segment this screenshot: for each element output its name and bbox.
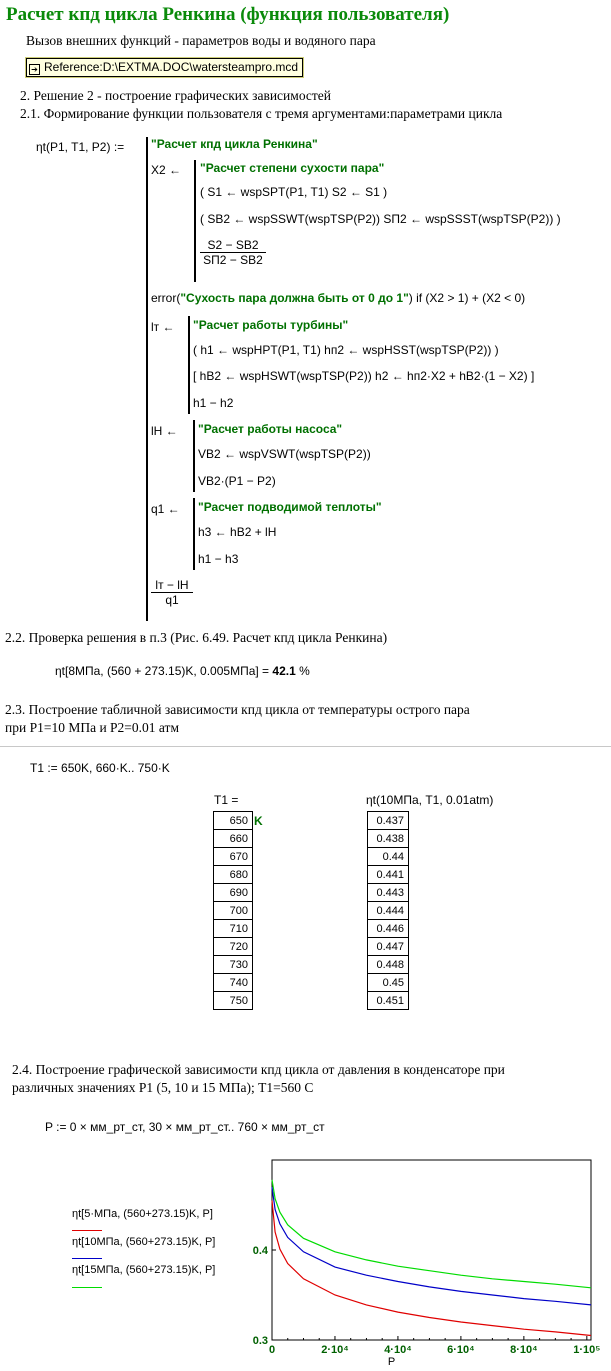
table-eta-header: ηt(10МПа, T1, 0.01atm) [366, 793, 494, 807]
x2-assign: X2 ← [151, 163, 182, 177]
section-2-2: 2.2. Проверка решения в п.3 (Рис. 6.49. Расчет кпд цикла Ренкина) [5, 630, 388, 645]
legend-label-15mpa: ηt[15МПа, (560+273.15)K, P] [72, 1264, 216, 1276]
t1-cell: 750 [214, 992, 253, 1010]
table-row [214, 812, 253, 830]
x-tick-label: 8·10⁴ [510, 1344, 538, 1356]
section-2-3-line-2: при Р1=10 МПа и Р2=0.01 атм [5, 720, 179, 735]
t1-cell: 660 [214, 830, 253, 848]
lh-assign: lH ← [151, 424, 178, 438]
table-row [368, 866, 409, 884]
lt-line-1: ( h1 ← wspHPT(P1, T1) hп2 ← wspHSST(wspTSP(P2)) ) [193, 343, 499, 357]
table-row [368, 830, 409, 848]
x2-line-2: ( SB2 ← wspSSWT(wspTSP(P2)) SП2 ← wspSSST(wspTSP(P2)) ) [200, 212, 561, 226]
program-bar-lt [188, 316, 190, 414]
table-row [368, 920, 409, 938]
reference-link[interactable] [26, 58, 303, 77]
x2-denominator: SП2 − SB2 [200, 252, 266, 267]
eta-cell: 0.438 [368, 830, 409, 848]
check-value: 42.1 [272, 664, 296, 678]
y-tick-label: 0.4 [252, 1245, 268, 1257]
x-tick-label: 2·10⁴ [321, 1344, 349, 1356]
program-bar-lh [193, 420, 195, 492]
lt-assign: lт ← [151, 320, 175, 334]
q1-line-1: h3 ← hB2 + lH [198, 525, 277, 539]
table-row [214, 830, 253, 848]
result-denominator: q1 [151, 592, 193, 607]
eta-cell: 0.441 [368, 866, 409, 884]
region-separator [0, 746, 611, 747]
error-condition: ) if (X2 > 1) + (X2 < 0) [408, 291, 526, 305]
t1-cell: 740 [214, 974, 253, 992]
legend-swatch-15mpa [72, 1287, 102, 1288]
eta-cell: 0.447 [368, 938, 409, 956]
eta-cell: 0.446 [368, 920, 409, 938]
t1-cell: 700 [214, 902, 253, 920]
q1-line-2: h1 − h3 [198, 552, 239, 566]
check-expression[interactable] [55, 664, 310, 678]
eta-cell: 0.44 [368, 848, 409, 866]
t1-cell: 730 [214, 956, 253, 974]
table-row [214, 938, 253, 956]
table-row [214, 920, 253, 938]
section-2: 2. Решение 2 - построение графических зависимостей [20, 88, 332, 103]
error-line [151, 291, 525, 305]
table-row [214, 848, 253, 866]
lh-line-1: VB2 ← wspVSWT(wspTSP(P2)) [198, 447, 371, 461]
table-row [368, 992, 409, 1010]
lh-line-2: VB2·(P1 − P2) [198, 474, 276, 488]
x-tick-label: 1·10⁵ [573, 1344, 600, 1356]
lt-line-2: [ hB2 ← wspHSWT(wspTSP(P2)) h2 ← hп2·X2 + hB2·(1 − X2) ] [193, 369, 535, 383]
t1-cell: 650 [214, 812, 253, 830]
lt-line-3: h1 − h2 [193, 396, 234, 410]
table-row [368, 974, 409, 992]
table-row [368, 938, 409, 956]
table-row [214, 956, 253, 974]
eta-cell: 0.437 [368, 812, 409, 830]
table-t1-header: T1 = [214, 793, 239, 807]
result-fraction [151, 578, 193, 607]
t1-cell: 690 [214, 884, 253, 902]
section-2-4-line-1: 2.4. Построение графической зависимости кпд цикла от давления в конденсаторе при [12, 1062, 505, 1077]
table-row [368, 848, 409, 866]
x2-fraction [200, 238, 266, 267]
legend-swatch-10mpa [72, 1258, 102, 1259]
efficiency-chart[interactable] [230, 1150, 600, 1368]
error-message: "Сухость пара должна быть от 0 до 1" [180, 291, 409, 305]
program-bar-main [146, 137, 148, 621]
table-row [214, 884, 253, 902]
table-row [368, 902, 409, 920]
x-tick-label: 6·10⁴ [447, 1344, 475, 1356]
table-row [368, 884, 409, 902]
eta-cell: 0.448 [368, 956, 409, 974]
series-line-0 [272, 1201, 591, 1336]
x-axis-label: P [387, 1356, 396, 1368]
check-lhs: ηt[8МПа, (560 + 273.15)K, 0.005МПа] = [55, 664, 270, 678]
comment-lh: "Расчет работы насоса" [198, 422, 343, 436]
q1-assign: q1 ← [151, 502, 180, 516]
eta-cell: 0.45 [368, 974, 409, 992]
section-2-4-line-2: различных значениях Р1 (5, 10 и 15 МПа); Т1=560 С [12, 1080, 314, 1095]
t1-unit: K [254, 814, 263, 828]
eta-cell: 0.451 [368, 992, 409, 1010]
legend-label-10mpa: ηt[10МПа, (560+273.15)K, P] [72, 1236, 216, 1248]
table-row [214, 866, 253, 884]
eta-table[interactable] [367, 811, 409, 1010]
t1-table[interactable] [213, 811, 253, 1010]
t1-definition[interactable]: T1 := 650K, 660·K.. 750·K [30, 761, 170, 775]
error-call: error( [151, 291, 181, 305]
result-numerator: lт − lH [155, 578, 189, 592]
legend-swatch-5mpa [72, 1230, 102, 1231]
table-row [214, 992, 253, 1010]
section-2-3-line-1: 2.3. Построение табличной зависимости кпд цикла от температуры острого пара [5, 702, 470, 717]
reference-arrow-icon: ➔ [29, 64, 40, 75]
subtitle: Вызов внешних функций - параметров воды и водяного пара [26, 33, 376, 48]
program-bar-q1 [193, 498, 195, 570]
t1-cell: 720 [214, 938, 253, 956]
table-row [368, 812, 409, 830]
t1-cell: 680 [214, 866, 253, 884]
t1-cell: 670 [214, 848, 253, 866]
function-header[interactable]: ηt(P1, T1, P2) := [36, 140, 125, 154]
x-tick-label: 0 [268, 1344, 276, 1356]
program-bar-x2 [194, 160, 196, 282]
comment-x2: "Расчет степени сухости пара" [200, 161, 385, 175]
x2-numerator: S2 − SB2 [207, 238, 259, 252]
section-2-1: 2.1. Формирование функции пользователя с тремя аргументами:параметрами цикла [20, 106, 503, 121]
y-tick-label: 0.3 [252, 1335, 268, 1347]
legend-label-5mpa: ηt[5·МПа, (560+273.15)K, P] [72, 1208, 213, 1220]
page-title: Расчет кпд цикла Ренкина (функция пользователя) [6, 4, 450, 25]
plot-frame [272, 1160, 591, 1340]
x2-line-1: ( S1 ← wspSPT(P1, T1) S2 ← S1 ) [200, 185, 388, 199]
comment-lt: "Расчет работы турбины" [193, 318, 349, 332]
check-unit: % [299, 664, 310, 678]
eta-cell: 0.443 [368, 884, 409, 902]
table-row [214, 902, 253, 920]
reference-path: Reference:D:\EXTMA.DOC\watersteampro.mcd [44, 60, 299, 74]
x-tick-label: 4·10⁴ [384, 1344, 412, 1356]
table-row [368, 956, 409, 974]
eta-cell: 0.444 [368, 902, 409, 920]
table-row [214, 974, 253, 992]
comment-main: "Расчет кпд цикла Ренкина" [151, 137, 318, 151]
series-line-2 [272, 1180, 591, 1288]
p-definition[interactable]: P := 0 × мм_рт_ст, 30 × мм_рт_ст.. 760 × мм_рт_ст [45, 1120, 325, 1134]
t1-cell: 710 [214, 920, 253, 938]
comment-q1: "Расчет подводимой теплоты" [198, 500, 382, 514]
